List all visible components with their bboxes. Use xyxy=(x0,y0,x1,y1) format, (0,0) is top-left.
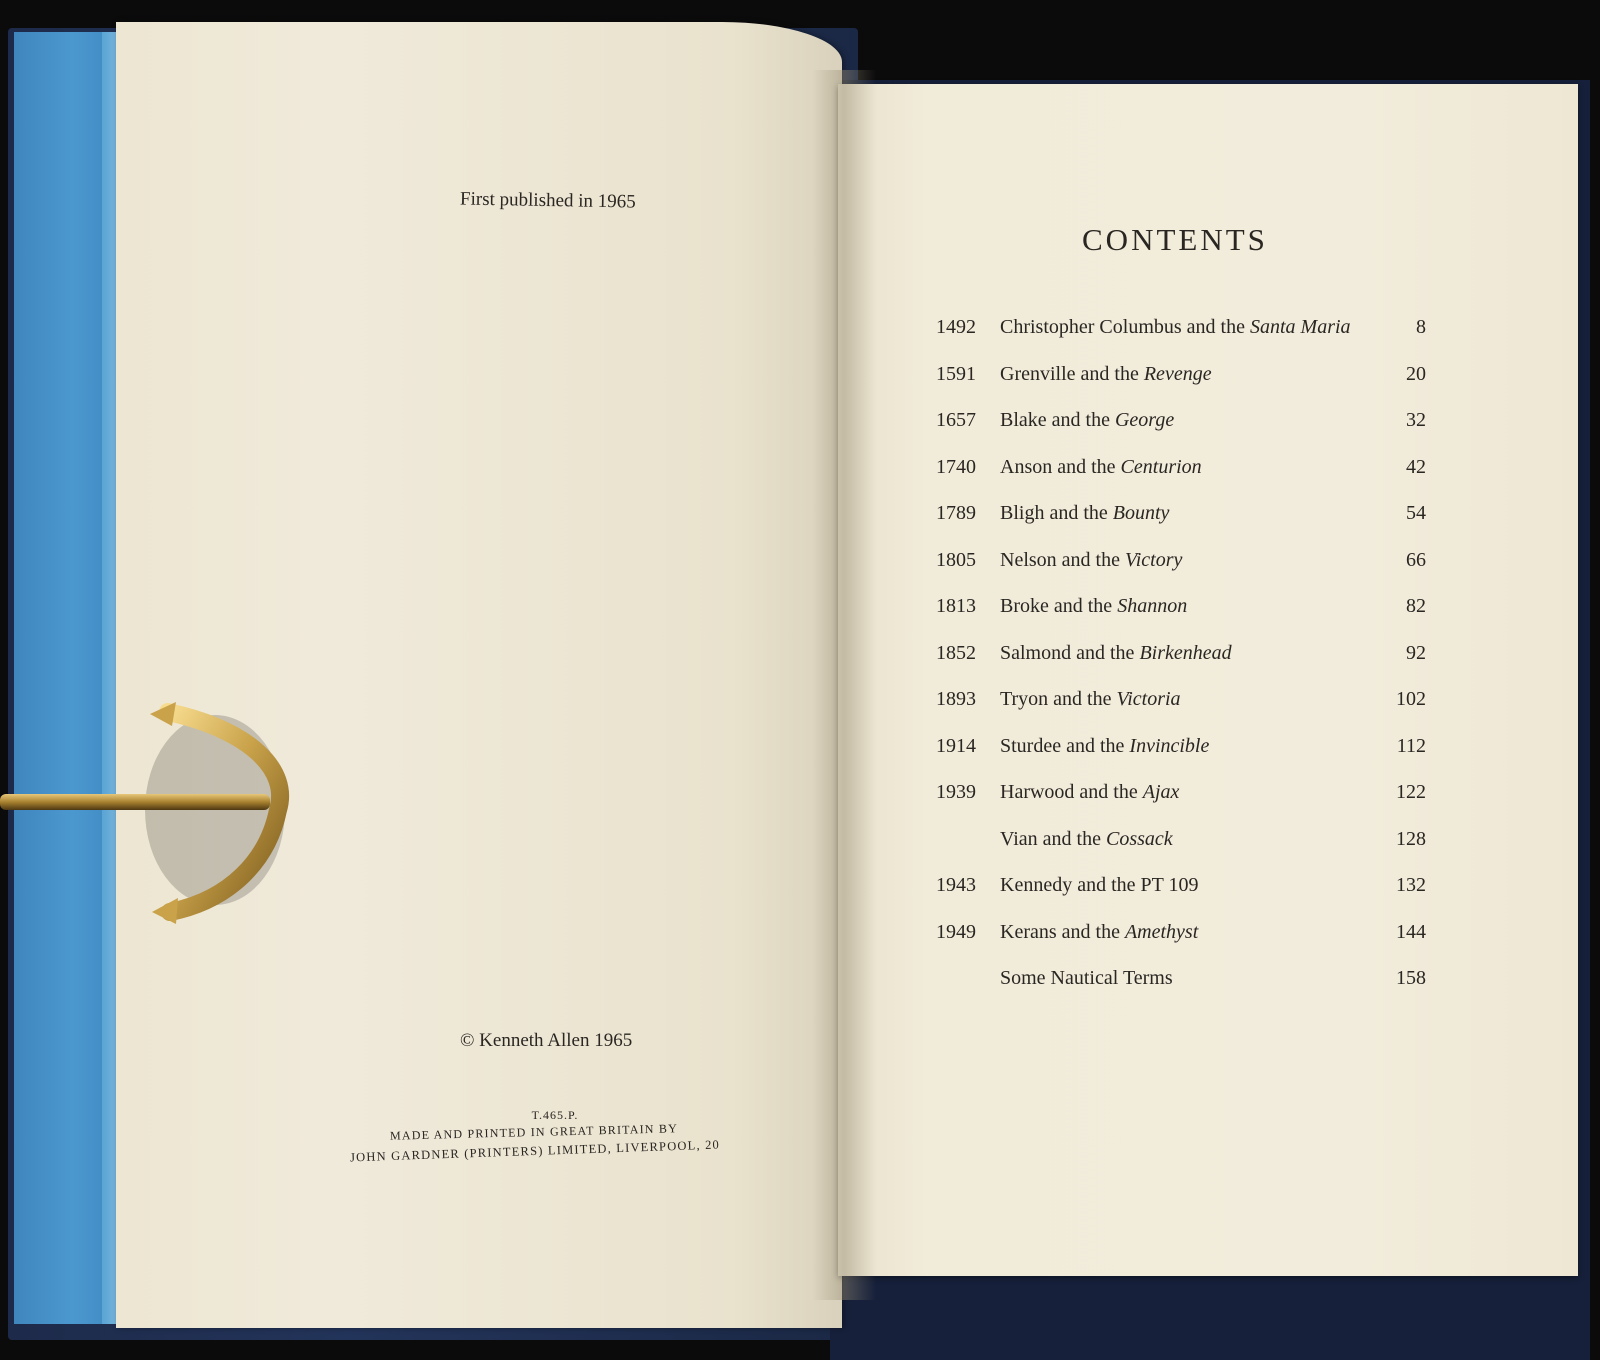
contents-entry xyxy=(936,921,1426,968)
contents-entry xyxy=(936,316,1426,363)
contents-entry xyxy=(936,781,1426,828)
contents-entry xyxy=(936,549,1426,596)
contents-entry-title-text: Salmond and the xyxy=(1000,641,1140,664)
contents-entry-title-text: Bligh and the xyxy=(1000,502,1113,524)
contents-entry-title-text: Harwood and the xyxy=(1000,781,1143,803)
contents-entry-title xyxy=(1000,781,1179,804)
contents-entry xyxy=(936,874,1426,921)
contents-entry-ship: George xyxy=(1114,409,1175,431)
contents-entry xyxy=(936,456,1426,503)
contents-entry-page: 158 xyxy=(1396,967,1426,989)
imprint-line-1: MADE AND PRINTED IN GREAT BRITAIN BY xyxy=(389,1121,679,1143)
contents-entry-title-text: Vian and the xyxy=(1000,827,1106,850)
contents-entry-year: 1740 xyxy=(936,455,976,478)
contents-entry-year: 1805 xyxy=(936,548,976,571)
contents-entry-title-text: Kerans and the xyxy=(1000,920,1125,943)
contents-entry-year: 1914 xyxy=(936,734,976,757)
contents-entry xyxy=(936,363,1426,410)
contents-entry-page: 54 xyxy=(1406,502,1426,524)
contents-entry-year: 1943 xyxy=(936,874,976,896)
contents-entry-page: 8 xyxy=(1416,316,1426,338)
contents-entry-year: 1591 xyxy=(936,362,976,385)
contents-entry-title-text: Kennedy and the PT 109 xyxy=(1000,874,1199,896)
contents-entry-title-text: Broke and the xyxy=(1000,595,1118,617)
contents-entry-title xyxy=(1000,595,1187,618)
contents-entry-title-text: Christopher Columbus and the xyxy=(1000,316,1250,338)
contents-entry-year: 1657 xyxy=(936,409,976,431)
contents-entry-title xyxy=(1000,688,1181,711)
contents-entry-title xyxy=(1000,409,1174,432)
contents-entry-ship: Santa Maria xyxy=(1249,316,1351,338)
contents-entry-year: 1492 xyxy=(936,316,976,338)
contents-entry xyxy=(936,828,1426,875)
contents-entry-title xyxy=(1000,549,1182,572)
copyright-text: © Kenneth Allen 1965 xyxy=(460,1030,633,1051)
contents-entry xyxy=(936,967,1426,1014)
contents-entry-page: 112 xyxy=(1396,734,1426,757)
contents-entry-title-text: Blake and the xyxy=(1000,409,1115,431)
contents-entry-year: 1949 xyxy=(936,920,976,943)
contents-entry-title xyxy=(1000,456,1202,479)
contents-entry-ship: Bounty xyxy=(1112,502,1170,524)
contents-entry-title-text: Some Nautical Terms xyxy=(1000,967,1173,989)
contents-entry-year: 1893 xyxy=(936,688,976,710)
contents-entry-page: 122 xyxy=(1396,781,1426,803)
contents-entry-title-text: Grenville and the xyxy=(1000,362,1144,385)
anchor-bookmark-icon xyxy=(0,690,300,940)
contents-entry-ship: Shannon xyxy=(1117,595,1188,617)
contents-heading: CONTENTS xyxy=(1082,222,1268,257)
contents-list xyxy=(936,316,1426,1014)
first-published-text: First published in 1965 xyxy=(459,188,636,213)
contents-entry-ship: Victory xyxy=(1124,548,1183,571)
contents-entry-title xyxy=(1000,363,1212,386)
contents-entry-ship: Amethyst xyxy=(1124,920,1199,943)
contents-entry-page: 32 xyxy=(1406,409,1426,431)
contents-entry-ship: Centurion xyxy=(1120,455,1202,478)
contents-entry xyxy=(936,409,1426,456)
contents-entry-year: 1939 xyxy=(936,781,976,803)
contents-entry-title-text: Anson and the xyxy=(1000,455,1121,478)
contents-entry-title xyxy=(1000,921,1198,944)
contents-entry-title xyxy=(1000,828,1173,851)
contents-entry-ship: Birkenhead xyxy=(1139,641,1232,664)
contents-entry-page: 144 xyxy=(1396,920,1426,943)
contents-entry-page: 102 xyxy=(1396,688,1426,710)
imprint-code: T.465.P. xyxy=(531,1108,579,1122)
contents-entry xyxy=(936,688,1426,735)
contents-entry-page: 132 xyxy=(1396,874,1426,896)
contents-entry-title xyxy=(1000,735,1209,758)
contents-entry-page: 82 xyxy=(1406,595,1426,617)
contents-entry-page: 66 xyxy=(1406,548,1426,571)
contents-entry-title xyxy=(1000,502,1169,525)
contents-entry-title xyxy=(1000,967,1173,990)
contents-entry-year: 1852 xyxy=(936,641,976,664)
contents-entry-ship: Ajax xyxy=(1142,781,1180,803)
contents-entry-title xyxy=(1000,874,1199,897)
contents-entry-title-text: Nelson and the xyxy=(1000,548,1125,571)
contents-entry-ship: Invincible xyxy=(1129,734,1210,757)
imprint-line-2: JOHN GARDNER (PRINTERS) LIMITED, LIVERPOOL, 20 xyxy=(349,1137,721,1165)
contents-entry-ship: Cossack xyxy=(1106,827,1173,850)
contents-entry xyxy=(936,642,1426,689)
contents-entry xyxy=(936,595,1426,642)
contents-entry-title-text: Tryon and the xyxy=(1000,688,1117,710)
contents-entry-year: 1813 xyxy=(936,595,976,617)
contents-entry xyxy=(936,735,1426,782)
contents-entry xyxy=(936,502,1426,549)
contents-entry-ship: Revenge xyxy=(1143,362,1212,385)
contents-entry-title xyxy=(1000,316,1351,339)
contents-entry-title xyxy=(1000,642,1232,665)
contents-entry-ship: Victoria xyxy=(1116,688,1181,710)
contents-entry-page: 92 xyxy=(1406,641,1426,664)
contents-entry-year: 1789 xyxy=(936,502,976,524)
contents-entry-page: 20 xyxy=(1406,362,1426,385)
contents-entry-page: 128 xyxy=(1396,827,1426,850)
contents-entry-title-text: Sturdee and the xyxy=(1000,734,1130,757)
contents-entry-page: 42 xyxy=(1406,455,1426,478)
